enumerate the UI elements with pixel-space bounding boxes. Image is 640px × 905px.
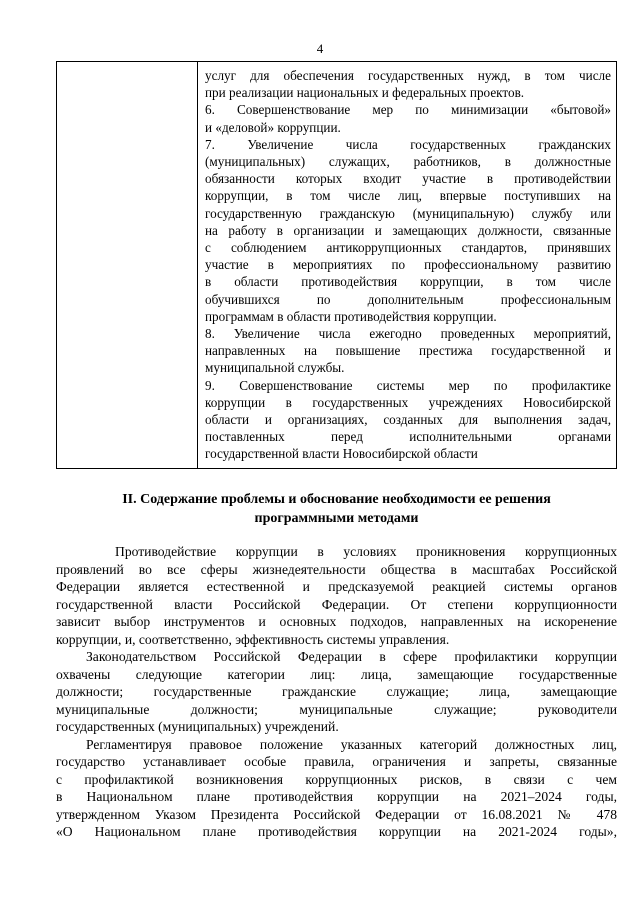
table-line: государственную гражданскую (муниципальную) службу или	[205, 205, 611, 221]
table-line: при реализации национальных и федеральных проектов.	[205, 85, 525, 101]
body-text	[56, 543, 617, 841]
table-line: обязанности которых входит участие в противодействии	[205, 171, 611, 187]
body-line: охвачены следующие категории лиц: лица, замещающие государственные	[56, 666, 617, 682]
table-line: и «деловой» коррупции.	[205, 119, 341, 135]
body-line: Противодействие коррупции в условиях проникновения коррупционных	[115, 544, 617, 559]
table-line: 9. Совершенствование системы мер по профилактике	[205, 377, 611, 393]
body-line: должности; государственные гражданские служащие; лица, замещающие	[56, 684, 617, 699]
table-line: поставленных перед исполнительными органами	[205, 429, 611, 445]
body-line: государственной власти Российской Федерации. От степени коррупционности	[56, 596, 617, 612]
body-line: «О Национальном плане противодействия коррупции на 2021-2024 годы»,	[56, 824, 617, 839]
body-line: в Национальном плане противодействия коррупции на 2021–2024 годы,	[56, 789, 617, 804]
body-line: Федерации является естественной и предсказуемой реакцией системы органов	[56, 579, 617, 594]
table-line: услуг для обеспечения государственных нужд, в том числе	[205, 68, 611, 83]
body-line: с профилактикой возникновения коррупционных рисков, в связи с чем	[56, 771, 617, 787]
body-line: зависит выбор инструментов и основных подходов, направленных на искоренение	[56, 614, 617, 629]
table-cell-goals	[205, 67, 611, 463]
table-line: программам в области противодействия коррупции.	[205, 308, 497, 324]
body-line: муниципальные должности; муниципальные служащие; руководители	[56, 701, 617, 717]
page-number: 4	[316, 41, 324, 56]
section-heading	[56, 490, 617, 528]
table-line: 6. Совершенствование мер по минимизации «бытовой»	[205, 102, 611, 118]
table-line: обучившихся по дополнительным профессиональным	[205, 291, 611, 307]
body-line: Законодательством Российской Федерации в сфере профилактики коррупции	[86, 649, 617, 664]
goals-table	[56, 61, 617, 469]
table-line: в области противодействия коррупции, в том числе	[205, 274, 611, 290]
section-heading-line: II. Содержание проблемы и обоснование необходимости ее решения	[122, 492, 551, 507]
table-line: 8. Увеличение числа ежегодно проведенных мероприятий,	[205, 326, 611, 342]
body-line: утвержденном Указом Президента Российской Федерации от 16.08.2021 № 478	[56, 806, 617, 822]
body-line: коррупции, и, соответственно, эффективность системы управления.	[56, 631, 450, 647]
table-line: коррупции, в том числе лиц, впервые поступивших на	[205, 188, 611, 204]
table-line: (муниципальных) служащих, работников, в должностные	[205, 154, 611, 170]
body-line: государство устанавливает особые правила, ограничения и запреты, связанные	[56, 754, 617, 769]
body-line: Регламентируя правовое положение указанных категорий должностных лиц,	[86, 736, 617, 752]
table-line: с соблюдением антикоррупционных стандартов, принявших	[205, 240, 611, 256]
table-line: 7. Увеличение числа государственных гражданских	[205, 136, 611, 152]
body-line: проявлений во все сферы жизнедеятельности общества в масштабах Российской	[56, 561, 617, 577]
table-line: муниципальной службы.	[205, 360, 345, 376]
body-line: государственных (муниципальных) учреждений.	[56, 719, 339, 734]
section-heading-line: программными методами	[254, 511, 419, 526]
table-line: на работу в организации и замещающих должности, связанные	[205, 222, 611, 238]
table-line: направленных на повышение престижа государственной и	[205, 343, 611, 359]
table-column-divider	[197, 62, 198, 468]
table-line: области и организациях, созданных для выполнения задач,	[205, 412, 611, 428]
table-line: участие в мероприятиях по профессиональному развитию	[205, 257, 611, 273]
table-line: коррупции в государственных учреждениях Новосибирской	[205, 394, 611, 410]
table-line: государственной власти Новосибирской области	[205, 446, 478, 462]
